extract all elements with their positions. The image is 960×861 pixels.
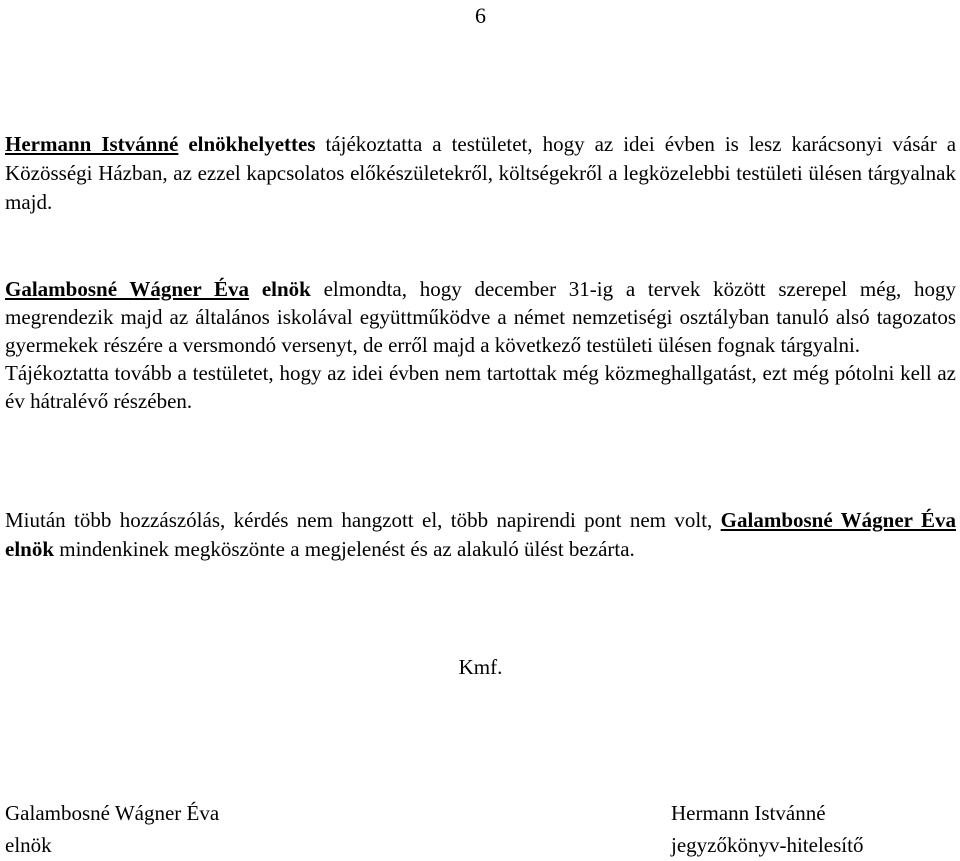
speaker-role: elnök: [261, 277, 311, 301]
signatory-title: elnök: [5, 833, 52, 857]
page-number: 6: [475, 3, 486, 28]
paragraph-recitation-contest: [5, 275, 956, 415]
signatory-name: Hermann Istvánné: [671, 801, 826, 825]
speaker-name: Galambosné Wágner Éva: [5, 277, 250, 301]
signature-block-left: [5, 797, 219, 861]
document-page: [5, 0, 956, 855]
speaker-name: Hermann Istvánné: [5, 132, 179, 156]
paragraph-christmas-market: [5, 130, 956, 217]
paragraph-text: mindenkinek megköszönte a megjelenést és az alakuló ülést bezárta.: [59, 537, 635, 561]
speaker-role: elnök: [5, 537, 55, 561]
closing-kmf: Kmf.: [458, 655, 503, 679]
paragraph-text: elmondta, hogy december 31-ig a tervek között szerepel még, hogy megrendezik majd az általános iskolával együttműködve a német nemzetiségi osztályban tanuló alsó tagozatos gyermekek részére a versmondó versenyt, de erről majd a következő testületi ülésen fognak tárgyalni.: [5, 277, 957, 357]
speaker-name: Galambosné Wágner Éva: [720, 508, 956, 532]
signatory-title: jegyzőkönyv-hitelesítő: [671, 833, 864, 857]
paragraph-closing-meeting: [5, 506, 956, 564]
signatory-name: Galambosné Wágner Éva: [5, 801, 220, 825]
paragraph-intro: Miután több hozzászólás, kérdés nem hangzott el, több napirendi pont nem volt,: [5, 508, 713, 532]
paragraph-text: tájékoztatta a testületet, hogy az idei évben is lesz karácsonyi vásár a Közösségi Házban, az ezzel kapcsolatos előkészületekről, költségekről a legközelebbi testületi ülésen tárgyalnak majd.: [5, 132, 957, 214]
speaker-role: elnökhelyettes: [188, 132, 316, 156]
paragraph-text-public-hearing: Tájékoztatta tovább a testületet, hogy az idei évben nem tartottak még közmeghallgatást, ezt még pótolni kell az év hátralévő részében.: [5, 361, 956, 413]
signature-block-right: [671, 797, 863, 861]
